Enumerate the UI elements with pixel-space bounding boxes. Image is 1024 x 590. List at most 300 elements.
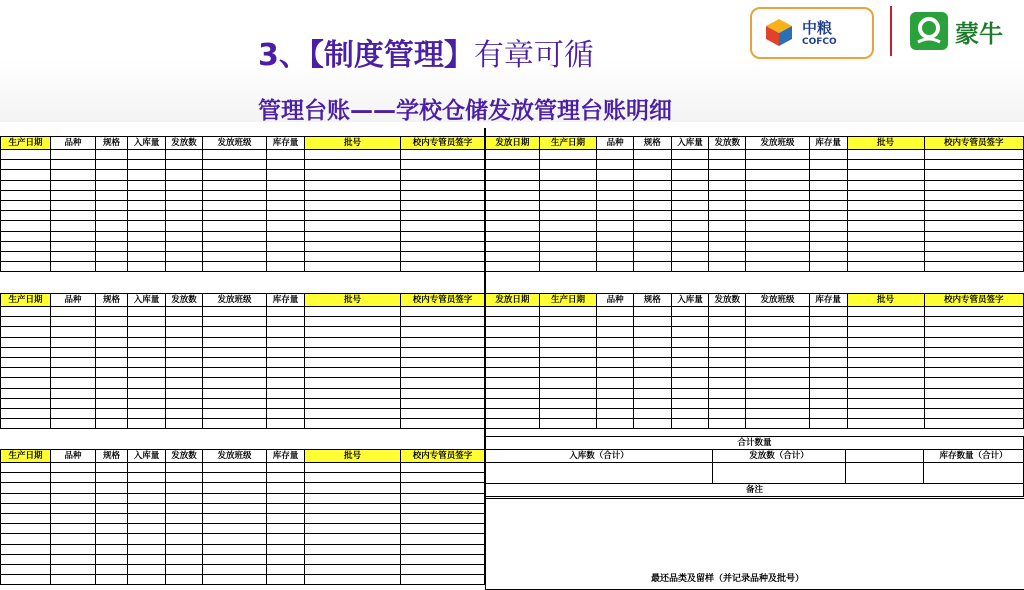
table-cell[interactable]: [671, 419, 709, 429]
table-cell[interactable]: [128, 241, 166, 251]
table-cell[interactable]: [51, 513, 96, 523]
table-cell[interactable]: [51, 221, 96, 231]
table-cell[interactable]: [203, 513, 267, 523]
table-cell[interactable]: [128, 513, 166, 523]
table-cell[interactable]: [847, 378, 924, 388]
table-cell[interactable]: [203, 398, 267, 408]
table-cell[interactable]: [671, 231, 709, 241]
table-cell[interactable]: [128, 493, 166, 503]
summary-value-cell[interactable]: [713, 463, 846, 484]
table-cell[interactable]: [486, 170, 540, 180]
table-cell[interactable]: [809, 337, 847, 347]
table-cell[interactable]: [671, 398, 709, 408]
table-cell[interactable]: [166, 513, 203, 523]
table-cell[interactable]: [267, 388, 305, 398]
table-cell[interactable]: [1, 241, 51, 251]
table-cell[interactable]: [203, 262, 267, 272]
table-cell[interactable]: [539, 150, 597, 160]
table-cell[interactable]: [809, 241, 847, 251]
table-cell[interactable]: [267, 327, 305, 337]
table-cell[interactable]: [1, 463, 51, 473]
table-cell[interactable]: [305, 493, 401, 503]
table-cell[interactable]: [51, 398, 96, 408]
table-cell[interactable]: [305, 513, 401, 523]
table-cell[interactable]: [809, 388, 847, 398]
table-cell[interactable]: [539, 241, 597, 251]
table-cell[interactable]: [486, 180, 540, 190]
table-cell[interactable]: [203, 564, 267, 574]
table-cell[interactable]: [166, 493, 203, 503]
table-cell[interactable]: [709, 408, 746, 418]
table-cell[interactable]: [1, 170, 51, 180]
table-cell[interactable]: [401, 262, 485, 272]
table-cell[interactable]: [539, 347, 597, 357]
table-cell[interactable]: [1, 327, 51, 337]
table-cell[interactable]: [671, 150, 709, 160]
table-cell[interactable]: [924, 190, 1023, 200]
table-cell[interactable]: [486, 398, 540, 408]
table-cell[interactable]: [166, 473, 203, 483]
table-cell[interactable]: [305, 180, 401, 190]
table-cell[interactable]: [746, 200, 810, 210]
table-cell[interactable]: [924, 388, 1023, 398]
table-cell[interactable]: [597, 211, 634, 221]
table-cell[interactable]: [401, 524, 485, 534]
table-cell[interactable]: [709, 357, 746, 367]
table-cell[interactable]: [203, 524, 267, 534]
table-cell[interactable]: [128, 211, 166, 221]
table-cell[interactable]: [128, 337, 166, 347]
table-cell[interactable]: [166, 150, 203, 160]
table-cell[interactable]: [539, 251, 597, 261]
table-cell[interactable]: [1, 388, 51, 398]
table-cell[interactable]: [924, 221, 1023, 231]
table-cell[interactable]: [924, 357, 1023, 367]
table-cell[interactable]: [267, 524, 305, 534]
table-cell[interactable]: [539, 398, 597, 408]
table-cell[interactable]: [809, 262, 847, 272]
table-cell[interactable]: [539, 337, 597, 347]
table-cell[interactable]: [51, 262, 96, 272]
table-cell[interactable]: [128, 463, 166, 473]
table-cell[interactable]: [128, 398, 166, 408]
table-cell[interactable]: [633, 241, 671, 251]
table-cell[interactable]: [305, 200, 401, 210]
table-cell[interactable]: [305, 575, 401, 585]
table-cell[interactable]: [96, 534, 128, 544]
table-cell[interactable]: [709, 347, 746, 357]
table-cell[interactable]: [924, 368, 1023, 378]
table-cell[interactable]: [539, 190, 597, 200]
table-cell[interactable]: [924, 241, 1023, 251]
table-cell[interactable]: [924, 211, 1023, 221]
table-cell[interactable]: [96, 200, 128, 210]
table-cell[interactable]: [709, 388, 746, 398]
table-cell[interactable]: [709, 150, 746, 160]
table-cell[interactable]: [267, 317, 305, 327]
table-cell[interactable]: [633, 190, 671, 200]
table-cell[interactable]: [633, 150, 671, 160]
table-cell[interactable]: [924, 307, 1023, 317]
table-cell[interactable]: [633, 180, 671, 190]
table-cell[interactable]: [847, 241, 924, 251]
table-cell[interactable]: [1, 337, 51, 347]
table-cell[interactable]: [401, 160, 485, 170]
table-cell[interactable]: [267, 200, 305, 210]
table-cell[interactable]: [96, 262, 128, 272]
table-cell[interactable]: [96, 150, 128, 160]
table-cell[interactable]: [96, 347, 128, 357]
table-cell[interactable]: [128, 575, 166, 585]
table-cell[interactable]: [597, 398, 634, 408]
table-cell[interactable]: [267, 160, 305, 170]
table-cell[interactable]: [1, 419, 51, 429]
table-cell[interactable]: [267, 483, 305, 493]
table-cell[interactable]: [809, 408, 847, 418]
table-cell[interactable]: [203, 473, 267, 483]
table-cell[interactable]: [267, 398, 305, 408]
table-cell[interactable]: [671, 368, 709, 378]
table-cell[interactable]: [96, 180, 128, 190]
table-cell[interactable]: [847, 211, 924, 221]
table-cell[interactable]: [128, 564, 166, 574]
table-cell[interactable]: [709, 200, 746, 210]
table-cell[interactable]: [1, 368, 51, 378]
table-cell[interactable]: [51, 200, 96, 210]
table-cell[interactable]: [746, 170, 810, 180]
table-cell[interactable]: [128, 473, 166, 483]
table-cell[interactable]: [305, 307, 401, 317]
table-cell[interactable]: [633, 200, 671, 210]
table-cell[interactable]: [96, 170, 128, 180]
table-cell[interactable]: [267, 211, 305, 221]
table-cell[interactable]: [1, 398, 51, 408]
table-cell[interactable]: [746, 160, 810, 170]
table-cell[interactable]: [166, 564, 203, 574]
table-cell[interactable]: [746, 241, 810, 251]
table-cell[interactable]: [166, 408, 203, 418]
table-cell[interactable]: [267, 503, 305, 513]
table-cell[interactable]: [847, 408, 924, 418]
table-cell[interactable]: [267, 251, 305, 261]
table-cell[interactable]: [166, 317, 203, 327]
table-cell[interactable]: [746, 317, 810, 327]
table-cell[interactable]: [671, 378, 709, 388]
table-cell[interactable]: [1, 483, 51, 493]
table-cell[interactable]: [166, 160, 203, 170]
table-cell[interactable]: [128, 170, 166, 180]
table-cell[interactable]: [746, 357, 810, 367]
table-cell[interactable]: [671, 160, 709, 170]
table-cell[interactable]: [847, 388, 924, 398]
table-cell[interactable]: [203, 160, 267, 170]
table-cell[interactable]: [671, 251, 709, 261]
table-cell[interactable]: [671, 357, 709, 367]
table-cell[interactable]: [809, 347, 847, 357]
table-cell[interactable]: [128, 483, 166, 493]
table-cell[interactable]: [539, 307, 597, 317]
table-cell[interactable]: [486, 231, 540, 241]
table-cell[interactable]: [166, 231, 203, 241]
table-cell[interactable]: [128, 150, 166, 160]
table-cell[interactable]: [128, 408, 166, 418]
table-cell[interactable]: [166, 503, 203, 513]
table-cell[interactable]: [203, 317, 267, 327]
table-cell[interactable]: [539, 231, 597, 241]
table-cell[interactable]: [267, 513, 305, 523]
table-cell[interactable]: [203, 554, 267, 564]
table-cell[interactable]: [847, 398, 924, 408]
table-cell[interactable]: [486, 262, 540, 272]
table-cell[interactable]: [746, 150, 810, 160]
table-cell[interactable]: [597, 357, 634, 367]
table-cell[interactable]: [809, 221, 847, 231]
table-cell[interactable]: [128, 307, 166, 317]
table-cell[interactable]: [924, 398, 1023, 408]
table-cell[interactable]: [305, 473, 401, 483]
table-cell[interactable]: [746, 221, 810, 231]
table-cell[interactable]: [809, 398, 847, 408]
table-cell[interactable]: [166, 211, 203, 221]
table-cell[interactable]: [597, 307, 634, 317]
table-cell[interactable]: [267, 554, 305, 564]
table-cell[interactable]: [51, 307, 96, 317]
table-cell[interactable]: [671, 262, 709, 272]
table-cell[interactable]: [671, 327, 709, 337]
table-cell[interactable]: [305, 544, 401, 554]
table-cell[interactable]: [1, 317, 51, 327]
table-cell[interactable]: [539, 200, 597, 210]
table-cell[interactable]: [924, 231, 1023, 241]
table-cell[interactable]: [401, 473, 485, 483]
table-cell[interactable]: [809, 200, 847, 210]
table-cell[interactable]: [847, 327, 924, 337]
table-cell[interactable]: [847, 251, 924, 261]
table-cell[interactable]: [128, 503, 166, 513]
table-cell[interactable]: [401, 357, 485, 367]
table-cell[interactable]: [539, 170, 597, 180]
table-cell[interactable]: [847, 307, 924, 317]
table-cell[interactable]: [401, 388, 485, 398]
table-cell[interactable]: [746, 211, 810, 221]
table-cell[interactable]: [1, 378, 51, 388]
table-cell[interactable]: [847, 347, 924, 357]
table-cell[interactable]: [809, 150, 847, 160]
table-cell[interactable]: [203, 493, 267, 503]
table-cell[interactable]: [166, 463, 203, 473]
table-cell[interactable]: [203, 408, 267, 418]
table-cell[interactable]: [51, 368, 96, 378]
table-cell[interactable]: [709, 378, 746, 388]
table-cell[interactable]: [486, 388, 540, 398]
summary-value-cell[interactable]: [486, 463, 713, 484]
table-cell[interactable]: [633, 221, 671, 231]
table-cell[interactable]: [51, 408, 96, 418]
table-cell[interactable]: [1, 524, 51, 534]
table-cell[interactable]: [486, 251, 540, 261]
table-cell[interactable]: [166, 347, 203, 357]
table-cell[interactable]: [1, 513, 51, 523]
table-cell[interactable]: [267, 493, 305, 503]
table-cell[interactable]: [96, 368, 128, 378]
table-cell[interactable]: [305, 463, 401, 473]
table-cell[interactable]: [746, 408, 810, 418]
table-cell[interactable]: [267, 544, 305, 554]
table-cell[interactable]: [809, 160, 847, 170]
table-cell[interactable]: [203, 419, 267, 429]
table-cell[interactable]: [51, 180, 96, 190]
table-cell[interactable]: [597, 251, 634, 261]
table-cell[interactable]: [597, 160, 634, 170]
table-cell[interactable]: [597, 200, 634, 210]
table-cell[interactable]: [709, 231, 746, 241]
table-cell[interactable]: [51, 503, 96, 513]
table-cell[interactable]: [671, 337, 709, 347]
table-cell[interactable]: [51, 211, 96, 221]
table-cell[interactable]: [203, 170, 267, 180]
table-cell[interactable]: [401, 493, 485, 503]
table-cell[interactable]: [51, 347, 96, 357]
table-cell[interactable]: [203, 221, 267, 231]
table-cell[interactable]: [847, 368, 924, 378]
table-cell[interactable]: [128, 251, 166, 261]
table-cell[interactable]: [96, 524, 128, 534]
table-cell[interactable]: [96, 327, 128, 337]
table-cell[interactable]: [597, 337, 634, 347]
table-cell[interactable]: [305, 524, 401, 534]
table-cell[interactable]: [96, 463, 128, 473]
table-cell[interactable]: [51, 564, 96, 574]
table-cell[interactable]: [51, 170, 96, 180]
table-cell[interactable]: [305, 251, 401, 261]
table-cell[interactable]: [401, 398, 485, 408]
table-cell[interactable]: [305, 398, 401, 408]
table-cell[interactable]: [203, 483, 267, 493]
table-cell[interactable]: [1, 251, 51, 261]
table-cell[interactable]: [401, 190, 485, 200]
table-cell[interactable]: [203, 327, 267, 337]
table-cell[interactable]: [539, 357, 597, 367]
table-cell[interactable]: [709, 398, 746, 408]
table-cell[interactable]: [128, 534, 166, 544]
table-cell[interactable]: [203, 544, 267, 554]
table-cell[interactable]: [597, 347, 634, 357]
table-cell[interactable]: [486, 307, 540, 317]
table-cell[interactable]: [633, 368, 671, 378]
table-cell[interactable]: [203, 378, 267, 388]
table-cell[interactable]: [401, 378, 485, 388]
table-cell[interactable]: [166, 251, 203, 261]
table-cell[interactable]: [746, 251, 810, 261]
table-cell[interactable]: [51, 463, 96, 473]
table-cell[interactable]: [746, 180, 810, 190]
table-cell[interactable]: [267, 564, 305, 574]
table-cell[interactable]: [671, 221, 709, 231]
table-cell[interactable]: [51, 544, 96, 554]
table-cell[interactable]: [924, 180, 1023, 190]
table-cell[interactable]: [597, 262, 634, 272]
table-cell[interactable]: [746, 307, 810, 317]
table-cell[interactable]: [486, 419, 540, 429]
table-cell[interactable]: [166, 368, 203, 378]
table-cell[interactable]: [809, 251, 847, 261]
table-cell[interactable]: [847, 180, 924, 190]
table-cell[interactable]: [809, 180, 847, 190]
table-cell[interactable]: [746, 262, 810, 272]
table-cell[interactable]: [809, 327, 847, 337]
table-cell[interactable]: [96, 503, 128, 513]
table-cell[interactable]: [1, 534, 51, 544]
table-cell[interactable]: [924, 200, 1023, 210]
table-cell[interactable]: [166, 544, 203, 554]
table-cell[interactable]: [539, 419, 597, 429]
table-cell[interactable]: [633, 419, 671, 429]
table-cell[interactable]: [401, 368, 485, 378]
table-cell[interactable]: [305, 554, 401, 564]
table-cell[interactable]: [924, 347, 1023, 357]
table-cell[interactable]: [96, 564, 128, 574]
table-cell[interactable]: [671, 317, 709, 327]
table-cell[interactable]: [924, 408, 1023, 418]
table-cell[interactable]: [597, 170, 634, 180]
table-cell[interactable]: [96, 483, 128, 493]
table-cell[interactable]: [401, 231, 485, 241]
table-cell[interactable]: [1, 180, 51, 190]
table-cell[interactable]: [847, 221, 924, 231]
table-cell[interactable]: [486, 368, 540, 378]
table-cell[interactable]: [128, 388, 166, 398]
table-cell[interactable]: [203, 388, 267, 398]
table-cell[interactable]: [924, 337, 1023, 347]
table-cell[interactable]: [486, 337, 540, 347]
table-cell[interactable]: [1, 190, 51, 200]
table-cell[interactable]: [847, 170, 924, 180]
table-cell[interactable]: [267, 170, 305, 180]
table-cell[interactable]: [597, 150, 634, 160]
table-cell[interactable]: [203, 337, 267, 347]
table-cell[interactable]: [166, 388, 203, 398]
table-cell[interactable]: [1, 575, 51, 585]
table-cell[interactable]: [847, 190, 924, 200]
table-cell[interactable]: [809, 357, 847, 367]
table-cell[interactable]: [305, 368, 401, 378]
table-cell[interactable]: [128, 524, 166, 534]
table-cell[interactable]: [305, 211, 401, 221]
table-cell[interactable]: [51, 493, 96, 503]
table-cell[interactable]: [633, 388, 671, 398]
table-cell[interactable]: [267, 368, 305, 378]
table-cell[interactable]: [1, 554, 51, 564]
table-cell[interactable]: [1, 564, 51, 574]
table-cell[interactable]: [401, 327, 485, 337]
table-cell[interactable]: [401, 317, 485, 327]
table-cell[interactable]: [847, 317, 924, 327]
table-cell[interactable]: [486, 347, 540, 357]
table-cell[interactable]: [267, 262, 305, 272]
table-cell[interactable]: [305, 388, 401, 398]
table-cell[interactable]: [166, 262, 203, 272]
table-cell[interactable]: [203, 347, 267, 357]
table-cell[interactable]: [305, 150, 401, 160]
table-cell[interactable]: [633, 378, 671, 388]
table-cell[interactable]: [809, 368, 847, 378]
table-cell[interactable]: [597, 368, 634, 378]
table-cell[interactable]: [51, 554, 96, 564]
table-cell[interactable]: [166, 419, 203, 429]
table-cell[interactable]: [305, 231, 401, 241]
table-cell[interactable]: [486, 241, 540, 251]
table-cell[interactable]: [633, 160, 671, 170]
